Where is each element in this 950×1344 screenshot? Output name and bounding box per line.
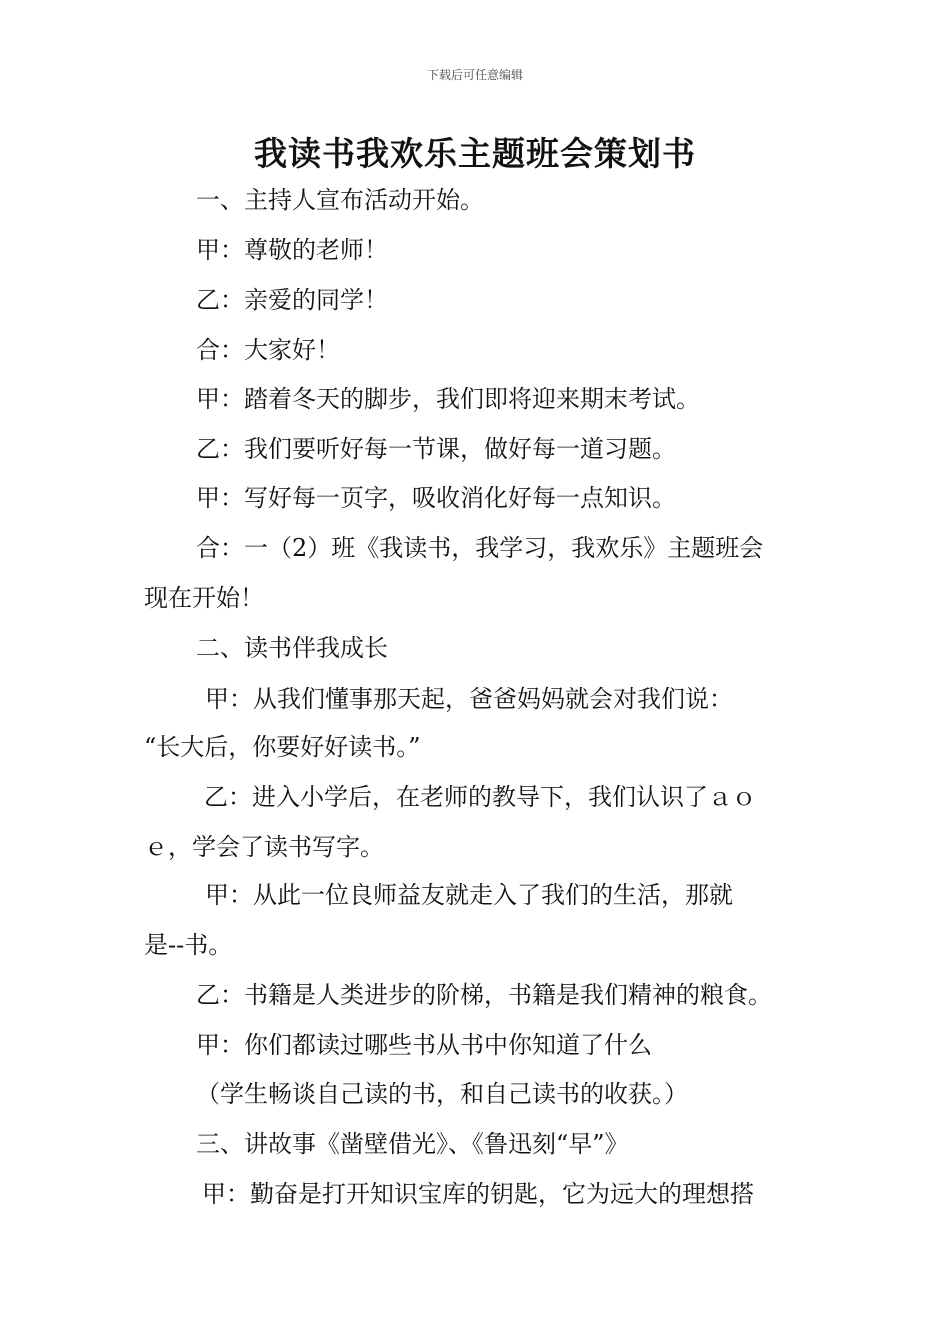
paragraph-line: 甲：从我们懂事那天起，爸爸妈妈就会对我们说： bbox=[205, 685, 733, 713]
paragraph-line: 现在开始！ bbox=[144, 584, 264, 612]
paragraph-line: 乙：书籍是人类进步的阶梯，书籍是我们精神的粮食。 bbox=[196, 981, 772, 1009]
document-title: 我读书我欢乐主题班会策划书 bbox=[254, 134, 696, 173]
paragraph-line: 二、读书伴我成长 bbox=[196, 634, 388, 662]
paragraph-line: 合：大家好！ bbox=[196, 336, 340, 364]
paragraph-line: 一、主持人宣布活动开始。 bbox=[196, 186, 484, 214]
paragraph-line: 是--书。 bbox=[144, 931, 233, 959]
paragraph-line: 甲：写好每一页字，吸收消化好每一点知识。 bbox=[196, 484, 676, 512]
paragraph-line: 乙：亲爱的同学！ bbox=[196, 286, 388, 314]
paragraph-line: 甲：勤奋是打开知识宝库的钥匙，它为远大的理想搭 bbox=[202, 1180, 754, 1208]
paragraph-line: （学生畅谈自己读的书，和自己读书的收获。） bbox=[196, 1080, 688, 1108]
paragraph-line: 三、讲故事《凿壁借光》、《鲁迅刻“早”》 bbox=[196, 1130, 629, 1158]
paragraph-line: 合：一（2）班《我读书，我学习，我欢乐》主题班会 bbox=[196, 534, 764, 562]
paragraph-line: 乙：进入小学后，在老师的教导下，我们认识了ａｏ bbox=[204, 783, 756, 811]
paragraph-line: “长大后，你要好好读书。” bbox=[144, 733, 421, 761]
page-header: 下载后可任意编辑 bbox=[426, 68, 523, 82]
paragraph-line: 甲：踏着冬天的脚步，我们即将迎来期末考试。 bbox=[196, 385, 700, 413]
paragraph-line: 甲：从此一位良师益友就走入了我们的生活，那就 bbox=[205, 881, 733, 909]
paragraph-line: 甲：你们都读过哪些书从书中你知道了什么 bbox=[196, 1031, 652, 1059]
paragraph-line: 乙：我们要听好每一节课，做好每一道习题。 bbox=[196, 435, 676, 463]
paragraph-line: ｅ，学会了读书写字。 bbox=[144, 833, 384, 861]
paragraph-line: 甲：尊敬的老师！ bbox=[196, 236, 388, 264]
